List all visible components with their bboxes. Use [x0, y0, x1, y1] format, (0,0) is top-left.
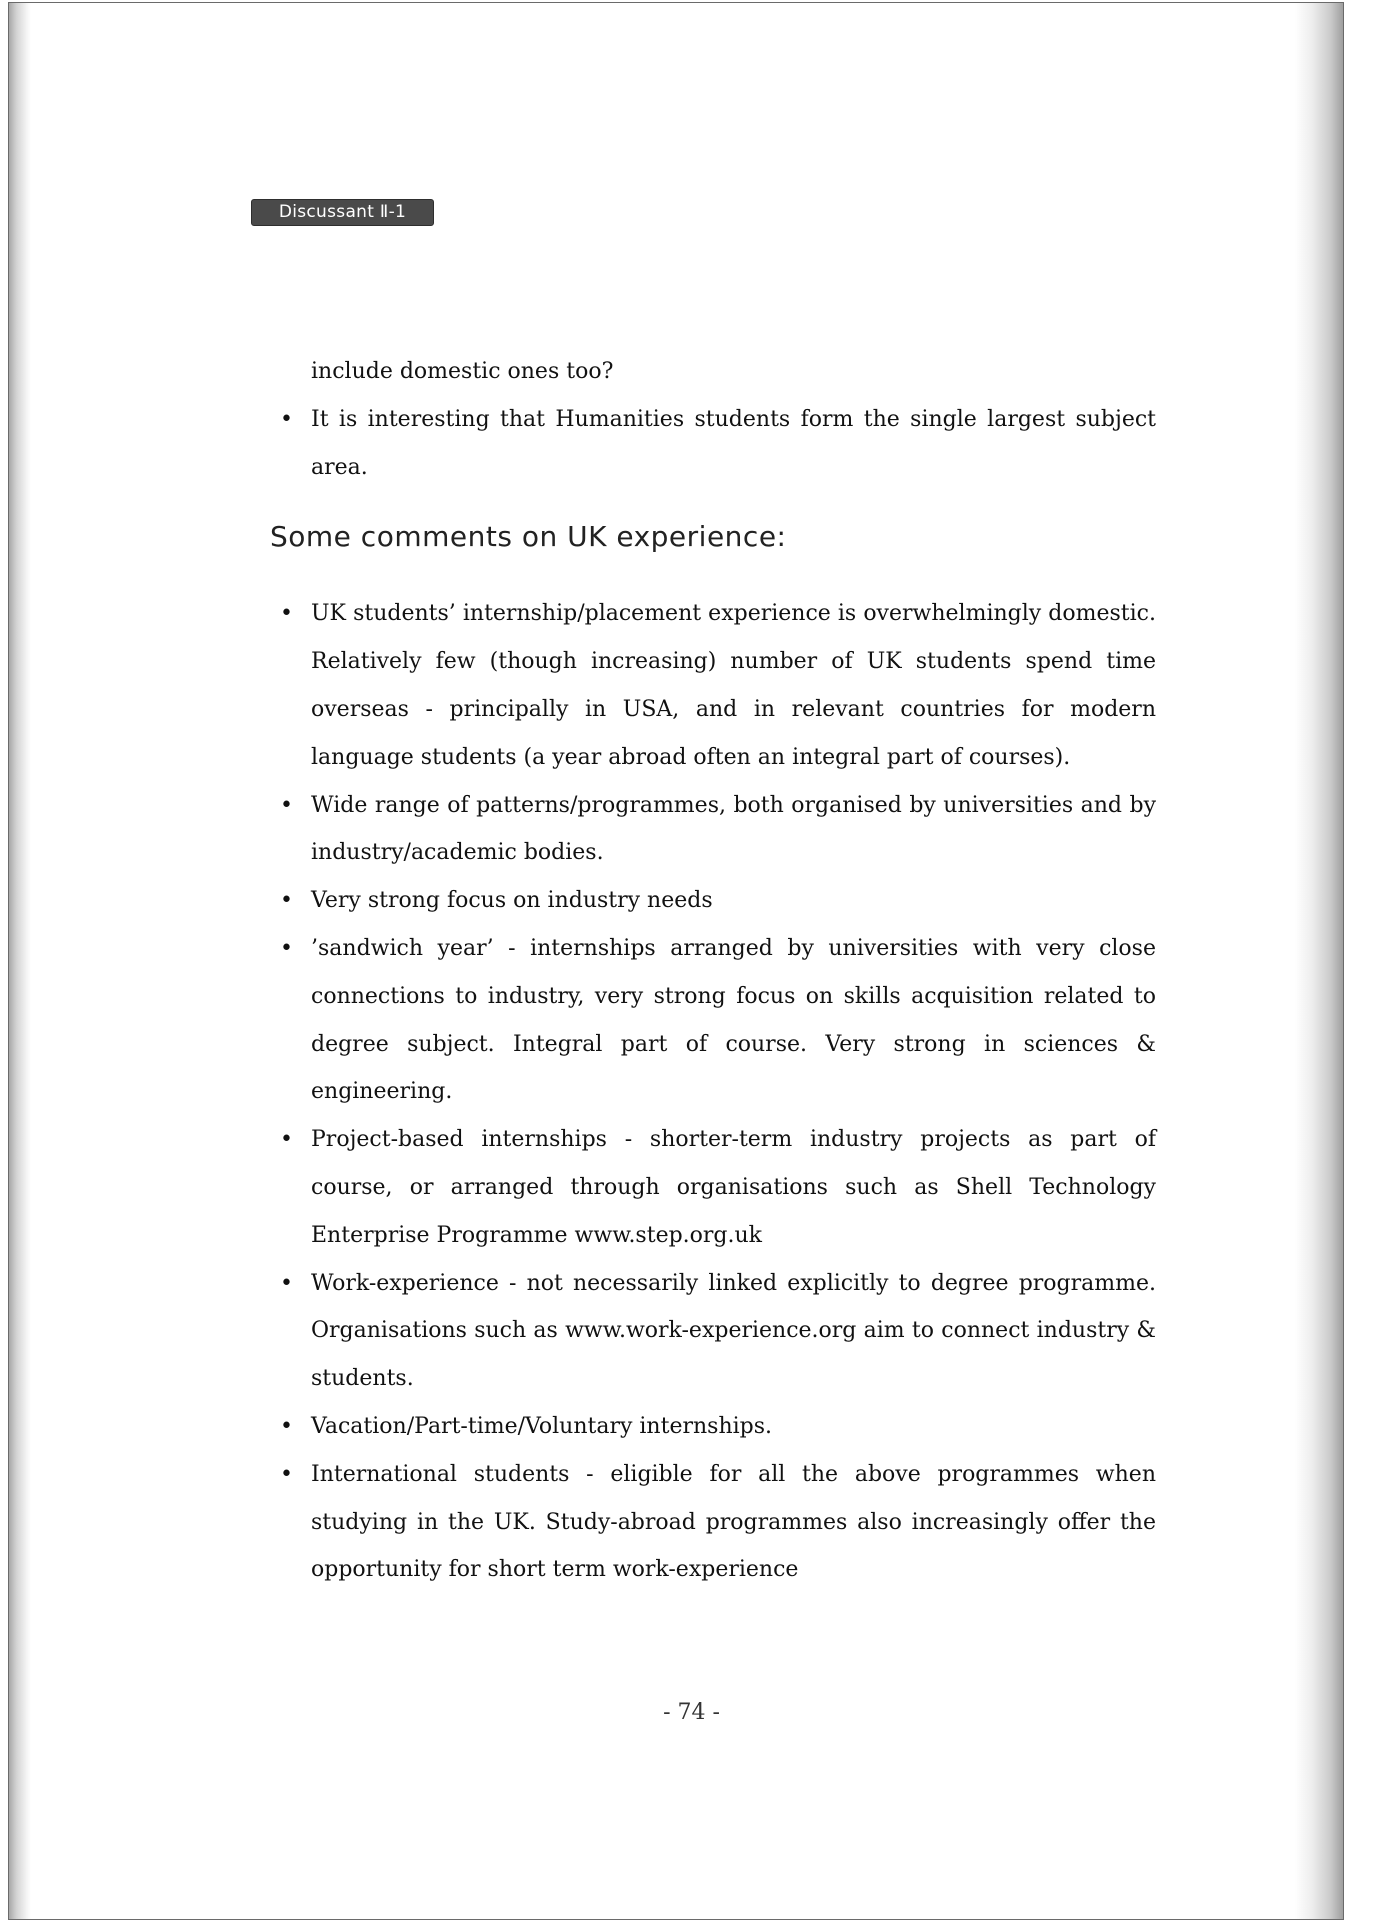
list-item	[270, 1116, 1156, 1259]
bullet-icon: •	[280, 1270, 293, 1296]
bullet-icon: •	[280, 406, 293, 432]
intro-bullet-list	[270, 396, 1156, 492]
page-right-shadow	[1295, 3, 1343, 1919]
list-item-text: Vacation/Part-time/Voluntary internships.	[311, 1413, 773, 1439]
list-item-text: It is interesting that Humanities students form the single largest subject area.	[311, 406, 1156, 480]
section-tag: Discussant Ⅱ-1	[251, 199, 434, 226]
bullet-icon: •	[280, 888, 293, 914]
list-item	[270, 590, 1156, 781]
bullet-icon: •	[280, 601, 293, 627]
section-heading: Some comments on UK experience:	[270, 520, 787, 554]
body-content	[270, 348, 1156, 1594]
list-item	[270, 925, 1156, 1116]
list-item-text: Work-experience - not necessarily linked explicitly to degree programme. Organisations such as www.work-experience.org aim to connect industry & students.	[311, 1270, 1156, 1392]
list-item	[270, 877, 1156, 925]
list-item-text: Wide range of patterns/programmes, both organised by universities and by industry/academic bodies.	[311, 792, 1156, 866]
list-item	[270, 782, 1156, 878]
list-item	[270, 1403, 1156, 1451]
bullet-icon: •	[280, 792, 293, 818]
bullet-icon: •	[280, 935, 293, 961]
list-item-text: Very strong focus on industry needs	[311, 888, 713, 914]
bullet-icon: •	[280, 1461, 293, 1487]
list-item-text: International students - eligible for all the above programmes when studying in the UK. Study-abroad programmes also increasingly offer the opportunity for short term work-experience	[311, 1461, 1156, 1583]
list-item	[270, 1451, 1156, 1594]
list-item	[270, 396, 1156, 492]
continuation-text: include domestic ones too?	[311, 359, 614, 384]
bullet-icon: •	[280, 1127, 293, 1153]
uk-bullet-list	[270, 590, 1156, 1594]
page-number: - 74 -	[663, 1700, 720, 1725]
page-left-shadow	[9, 3, 31, 1919]
list-item-text: UK students’ internship/placement experience is overwhelmingly domestic. Relatively few (though increasing) number of UK students spend time overseas - principally in USA, and in relevant countries for modern language students (a year abroad often an integral part of courses).	[311, 601, 1156, 770]
list-item-text: ’sandwich year’ - internships arranged by universities with very close connections to industry, very strong focus on skills acquisition related to degree subject. Integral part of course. Very strong in sciences & engineering.	[311, 935, 1156, 1105]
list-item	[270, 1260, 1156, 1403]
list-item-text: Project-based internships - shorter-term industry projects as part of course, or arranged through organisations such as Shell Technology Enterprise Programme www.step.org.uk	[311, 1127, 1156, 1248]
bullet-icon: •	[280, 1413, 293, 1439]
